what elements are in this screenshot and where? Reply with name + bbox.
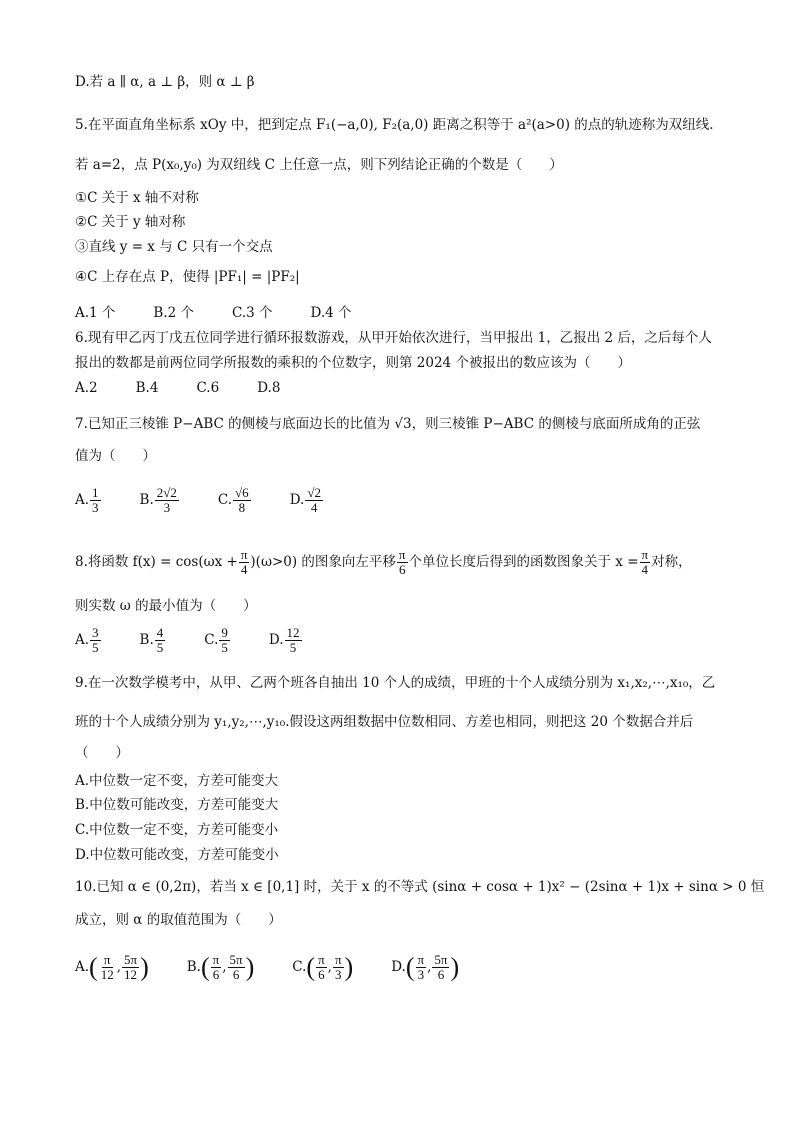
q8-option-c: C. $\frac{9}{5}$ xyxy=(204,624,228,655)
q6-options xyxy=(75,378,754,398)
q7-option-b: B. $\frac{2√2}{3}$ xyxy=(139,484,177,515)
q4-option-d: D.若 a ∥ α, a ⊥ β，则 α ⊥ β xyxy=(75,74,255,90)
q6-option-c: C.6 xyxy=(196,380,220,396)
q6-option-b: B.4 xyxy=(135,380,159,396)
q6-option-d: D.8 xyxy=(257,380,281,396)
q8-option-b: B. $\frac{4}{5}$ xyxy=(139,624,164,655)
q8-options xyxy=(75,620,754,660)
q8-stem-line2: 则实数 ω 的最小值为（ ） xyxy=(75,598,257,614)
q6-stem-line1: 6.现有甲乙丙丁戊五位同学进行循环报数游戏，从甲开始依次进行，当甲报出 1，乙报出 2 后，之后每个人 xyxy=(75,330,712,346)
q10-stem-line1: 10.已知 α ∈ (0,2π)，若当 x ∈ [0,1] 时，关于 x 的不等式 (sinα + cosα + 1)x² − (2sinα + 1)x + sinα > 0 恒 xyxy=(75,879,765,895)
q10-stem-line2: 成立，则 α 的取值范围为（ ） xyxy=(75,912,282,928)
q9-stem-line1: 9.在一次数学模考中，从甲、乙两个班各自抽出 10 个人的成绩，甲班的十个人成绩分别为 x₁,x₂,⋯,x₁₀，乙 xyxy=(75,675,716,691)
q8-stem-line1: 8.将函数 f(x) = cos(ωx + $\frac{\pi}{4}$ )(ω>0) 的图象向左平移 $\frac{\pi}{6}$ 个单位长度后得到的函数图象关于 x = $\frac{\pi}{4}$ 对称， xyxy=(75,546,692,577)
q8-option-a: A. $\frac{3}{5}$ xyxy=(75,624,99,655)
q7-option-a: A. $\frac{1}{3}$ xyxy=(75,484,99,515)
q5-condition-1: ①C 关于 x 轴不对称 xyxy=(75,190,199,206)
q5-condition-4: ④C 上存在点 P，使得 |PF₁| = |PF₂| xyxy=(75,269,300,285)
q10-option-d: D.( $\frac{\pi}{3}$ , $\frac{5\pi}{6}$ ) xyxy=(391,951,460,982)
q5-option-d: D.4 个 xyxy=(310,305,352,321)
q10-option-b: B.( $\frac{\pi}{6}$ , $\frac{5\pi}{6}$ ) xyxy=(186,951,255,982)
q5-option-b: B.2 个 xyxy=(153,305,195,321)
q5-option-a: A.1 个 xyxy=(75,305,116,321)
q6-option-a: A.2 xyxy=(75,380,98,396)
q5-condition-2: ②C 关于 y 轴对称 xyxy=(75,214,186,230)
q5-options xyxy=(75,303,754,323)
q9-option-b: B.中位数可能改变，方差可能变大 xyxy=(75,797,279,813)
q7-options xyxy=(75,480,754,520)
q7-stem-line1: 7.已知正三棱锥 P−ABC 的侧棱与底面边长的比值为 √3，则三棱锥 P−ABC 的侧棱与底面所成角的正弦 xyxy=(75,416,701,432)
q8-option-d: D. $\frac{12}{5}$ xyxy=(268,624,300,655)
q10-option-c: C.( $\frac{\pi}{6}$ , $\frac{\pi}{3}$ ) xyxy=(292,951,354,982)
q10-option-a: A.( $\frac{\pi}{12}$ , $\frac{5\pi}{12}$ ) xyxy=(75,951,149,982)
q7-stem-line2: 值为（ ） xyxy=(75,448,156,464)
q9-stem-line2: 班的十个人成绩分别为 y₁,y₂,⋯,y₁₀.假设这两组数据中位数相同、方差也相同，则把这 20 个数据合并后 xyxy=(75,714,694,730)
q5-condition-3: ③直线 y = x 与 C 只有一个交点 xyxy=(75,239,273,255)
q5-option-c: C.3 个 xyxy=(232,305,273,321)
q5-stem-line1: 5.在平面直角坐标系 xOy 中，把到定点 F₁(−a,0), F₂(a,0) 距离之积等于 a²(a>0) 的点的轨迹称为双纽线. xyxy=(75,117,714,133)
q7-option-d: D. $\frac{√2}{4}$ xyxy=(289,484,321,515)
q7-option-c: C. $\frac{√6}{8}$ xyxy=(217,484,249,515)
q5-stem-line2: 若 a=2，点 P(x₀,y₀) 为双纽线 C 上任意一点，则下列结论正确的个数是（ ） xyxy=(75,157,563,173)
q9-option-a: A.中位数一定不变，方差可能变大 xyxy=(75,773,279,789)
q10-options xyxy=(75,945,754,989)
q9-option-c: C.中位数一定不变，方差可能变小 xyxy=(75,822,279,838)
q6-stem-line2: 报出的数都是前两位同学所报数的乘积的个位数字，则第 2024 个被报出的数应该为（ ） xyxy=(75,355,631,371)
q9-stem-line3: （ ） xyxy=(75,745,129,761)
q9-option-d: D.中位数可能改变，方差可能变小 xyxy=(75,847,279,863)
